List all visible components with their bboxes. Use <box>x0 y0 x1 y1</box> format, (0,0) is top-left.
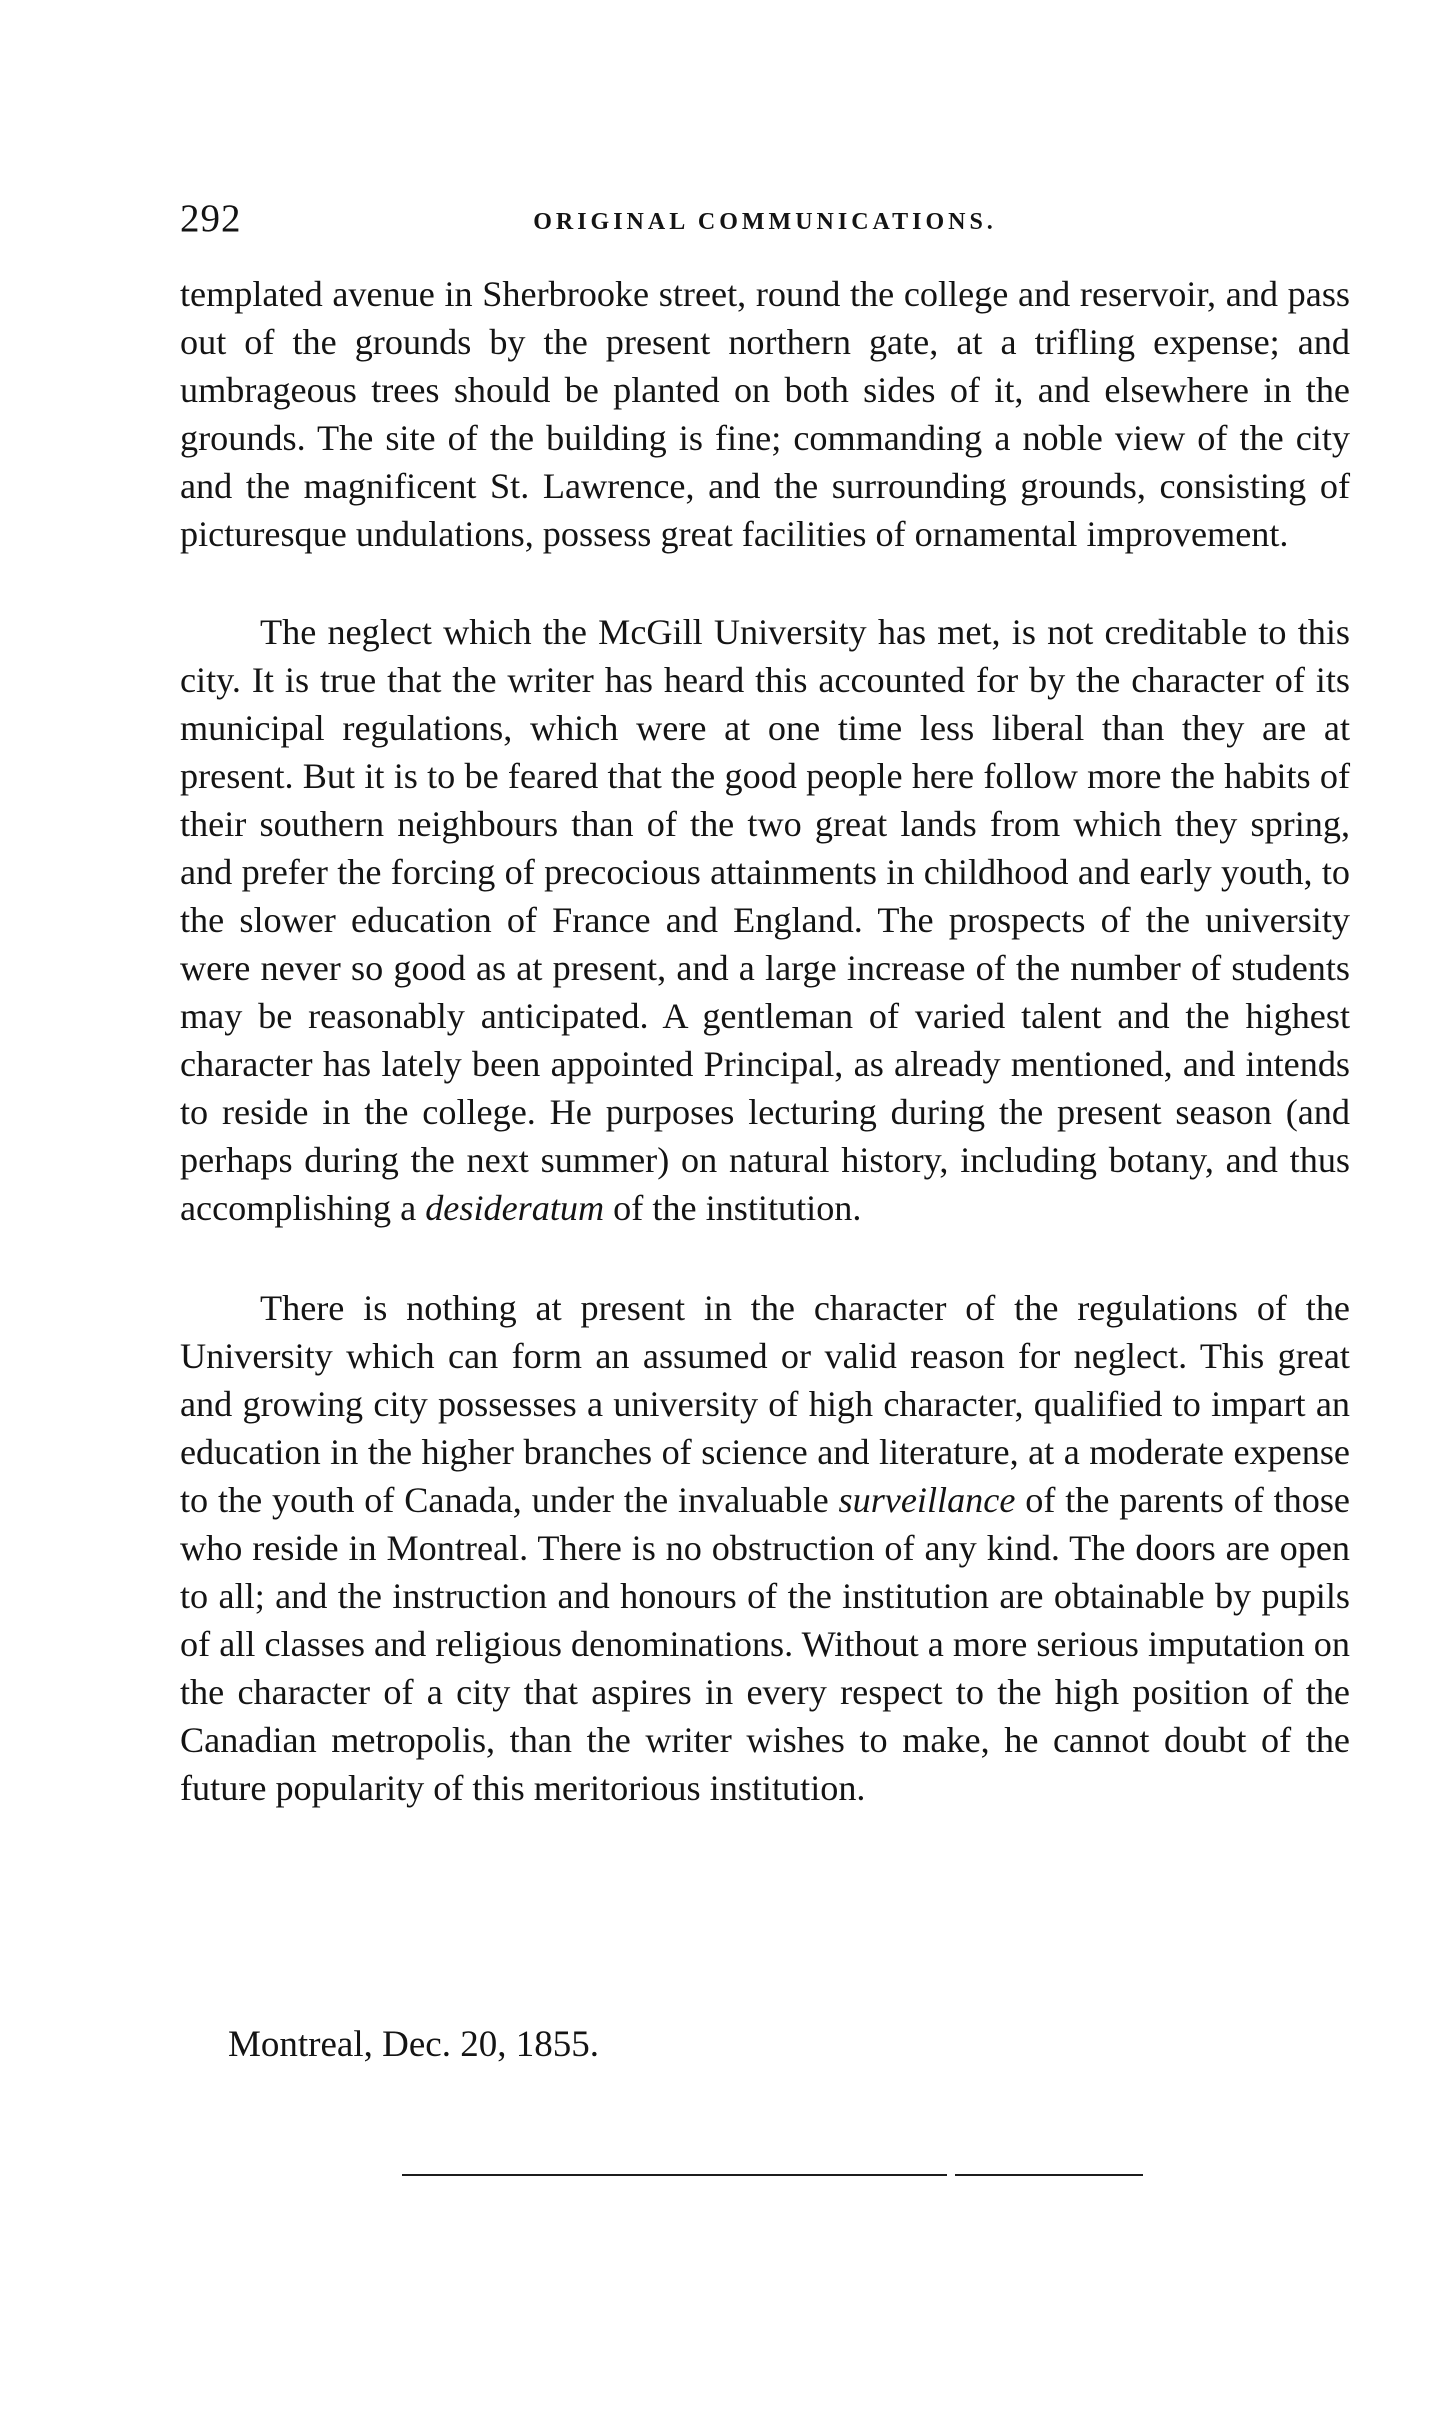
page-header <box>180 196 1350 256</box>
paragraph-2-text: The neglect which the McGill University has met, is not creditable to this city. It is true that the writer has heard this accounted for by the character of its municipal regulations, which were at one time less liberal than they are at present. But it is to be feared that the good people here follow more the habits of their southern neighbours than of the two great lands from which they spring, and prefer the forcing of precocious attainments in childhood and early youth, to the slower education of France and England. The prospects of the university were never so good as at present, and a large increase of the number of students may be reasonably anticipated. A gentleman of varied talent and the highest character has lately been appointed Principal, as already mentioned, and intends to reside in the college. He purposes lecturing during the present season (and perhaps during the next summer) on natural history, including botany, and thus accomplishing a <box>180 612 1350 1228</box>
paragraph-3-emphasis: surveillance <box>838 1480 1016 1520</box>
paragraph-2-text-end: of the institution. <box>604 1188 862 1228</box>
running-head: ORIGINAL COMMUNICATIONS. <box>533 209 997 235</box>
page-number: 292 <box>180 197 242 240</box>
paragraph-3 <box>180 1284 1350 1812</box>
paragraph-1 <box>180 270 1350 558</box>
section-rule-short <box>955 2174 1143 2176</box>
paragraph-2 <box>180 608 1350 1232</box>
paragraph-3-text-end: of the parents of those who reside in Montreal. There is no obstruction of any kind. The doors are open to all; and the instruction and honours of the institution are obtainable by pupils of all classes and religious denominations. Without a more serious imputation on the character of a city that aspires in every respect to the high position of the Canadian metropolis, than the writer wishes to make, he cannot doubt of the future popularity of this meritorious institution. <box>180 1480 1350 1808</box>
paragraph-2-emphasis: desideratum <box>425 1188 605 1228</box>
article-body <box>180 270 1350 1812</box>
paragraph-3-text: There is nothing at present in the character of the regulations of the University which can form an assumed or valid reason for neglect. This great and growing city possesses a university of high character, qualified to impart an education in the higher branches of science and literature, at a moderate expense to the youth of Canada, under the invaluable <box>180 1288 1350 1520</box>
signoff: Montreal, Dec. 20, 1855. <box>228 2024 599 2065</box>
section-rule-long <box>402 2174 947 2176</box>
paragraph-1-text: templated avenue in Sherbrooke street, round the college and reservoir, and pass out of the grounds by the present northern gate, at a trifling expense; and umbrageous trees should be planted on both sides of it, and elsewhere in the grounds. The site of the building is fine; commanding a noble view of the city and the magnificent St. Lawrence, and the surrounding grounds, consisting of picturesque undulations, possess great facilities of ornamental improvement. <box>180 274 1350 554</box>
